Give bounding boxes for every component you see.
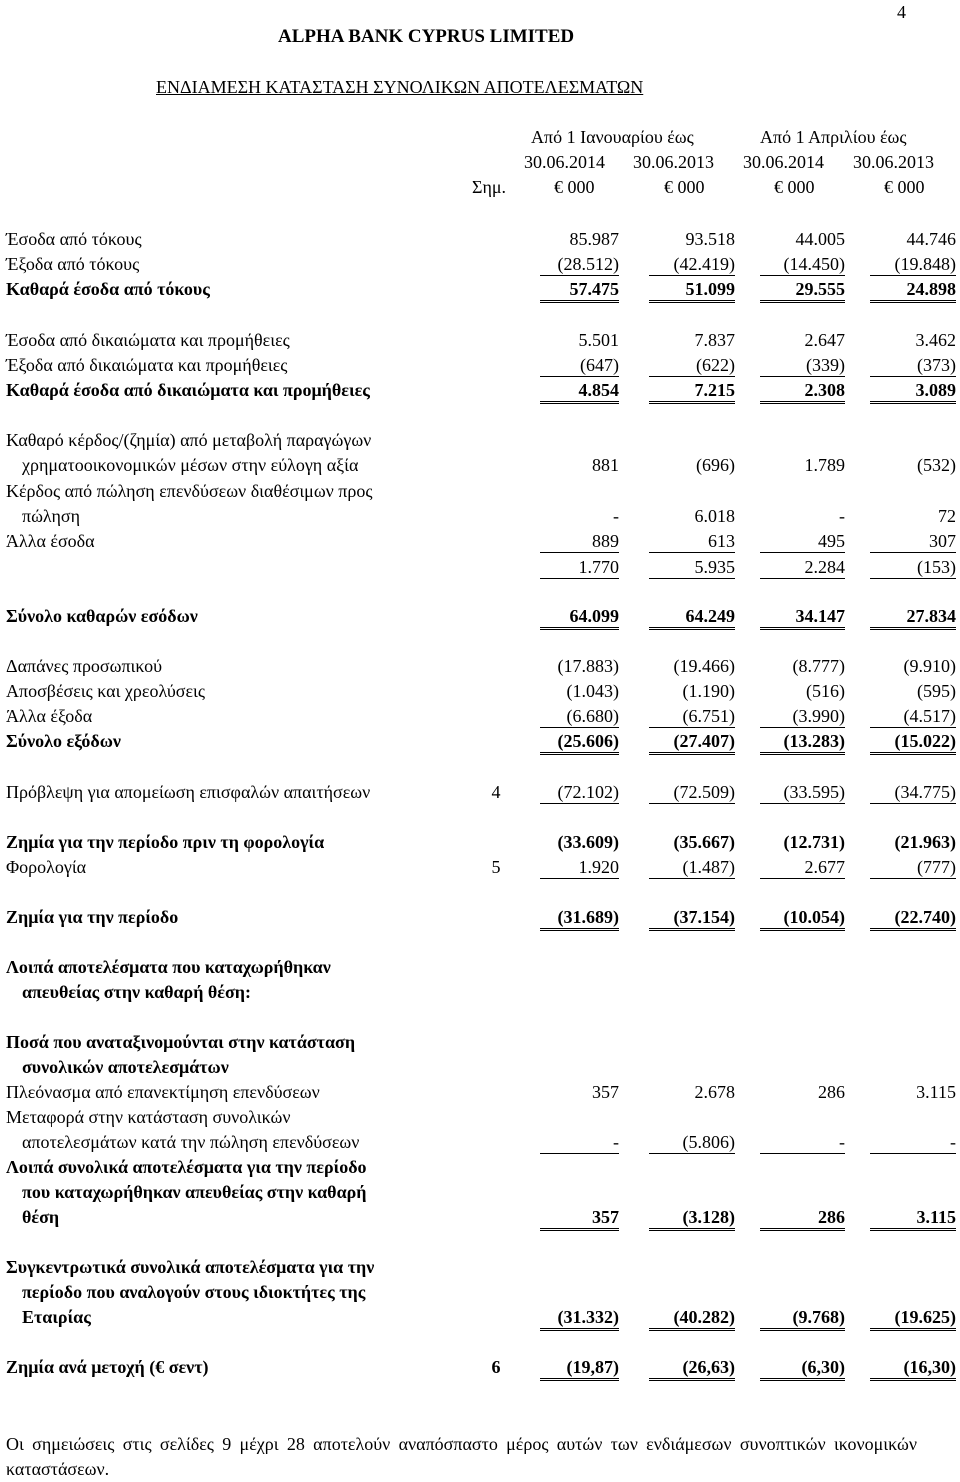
header-unit-1: € 000 [554, 177, 595, 197]
row-value-col2: 51.099 [649, 278, 735, 303]
header-unit-4: € 000 [884, 177, 925, 197]
row-value-col1: (6.680) [540, 705, 619, 728]
row-value-col4: (16,30) [870, 1356, 956, 1381]
table-row [0, 831, 960, 855]
table-row [0, 228, 960, 252]
row-label: Πρόβλεψη για απομείωση επισφαλών απαιτήσεων [6, 782, 371, 802]
row-note: 5 [491, 857, 501, 877]
row-value-col2: 64.249 [649, 605, 735, 630]
row-value-col3: (9.768) [760, 1306, 845, 1331]
row-value-col4: (19.848) [870, 253, 956, 276]
row-value-col4: 72 [938, 506, 956, 526]
table-row [0, 781, 960, 805]
header-date-3: 30.06.2014 [743, 152, 824, 172]
row-label: Ζημία για την περίοδο [6, 907, 179, 927]
header-period-jan: Από 1 Ιανουαρίου έως [531, 127, 694, 147]
row-value-col4: (373) [870, 354, 956, 377]
row-label: Έσοδα από δικαιώματα και προμήθειες [6, 330, 290, 350]
row-value-col4: (777) [870, 856, 956, 879]
table-row [0, 856, 960, 880]
table-row [0, 354, 960, 378]
row-value-col3: 495 [760, 530, 845, 553]
statement-title: ΕΝΔΙΑΜΕΣΗ ΚΑΤΑΣΤΑΣΗ ΣΥΝΟΛΙΚΩΝ ΑΠΟΤΕΛΕΣΜΑΤΩΝ [156, 77, 644, 97]
row-value-col3: 2.284 [760, 556, 845, 579]
row-label: αποτελεσμάτων κατά την πώληση επενδύσεων [22, 1132, 360, 1152]
row-label: Έξοδα από δικαιώματα και προμήθειες [6, 355, 288, 375]
row-value-col2: (5.806) [649, 1131, 735, 1154]
row-value-col3: 2.308 [760, 379, 845, 404]
row-value-col2: (696) [696, 455, 735, 475]
header-date-2: 30.06.2013 [633, 152, 714, 172]
row-value-col4: 3.115 [870, 1206, 956, 1231]
row-label: Ποσά που αναταξινομούνται στην κατάσταση [6, 1032, 356, 1052]
table-row [0, 278, 960, 302]
row-label: Ζημία για την περίοδο πριν τη φορολογία [6, 832, 325, 852]
row-value-col4: (9.910) [903, 656, 956, 676]
row-value-col2: 6.018 [694, 506, 735, 526]
row-value-col1: - [613, 506, 619, 526]
row-value-col3: 286 [818, 1082, 845, 1102]
table-row [0, 705, 960, 729]
row-value-col1: (647) [540, 354, 619, 377]
table-row [0, 680, 960, 704]
row-label: που καταχωρήθηκαν απευθείας στην καθαρή [22, 1182, 367, 1202]
row-value-col1: 5.501 [578, 330, 619, 350]
row-value-col1: 1.920 [540, 856, 619, 879]
row-value-col3: (8.777) [792, 656, 845, 676]
row-label: Μεταφορά στην κατάσταση συνολικών [6, 1107, 291, 1127]
header-note-label: Σημ. [472, 177, 507, 197]
table-row [0, 505, 960, 529]
row-value-col4: 3.115 [916, 1082, 956, 1102]
row-value-col4: 24.898 [870, 278, 956, 303]
row-value-col3: (10.054) [760, 906, 845, 931]
table-row [0, 1031, 960, 1055]
row-value-col3: - [839, 506, 845, 526]
row-label: Καθαρό κέρδος/(ζημία) από μεταβολή παραγώγων [6, 430, 372, 450]
row-value-col4: (21.963) [894, 832, 956, 852]
row-value-col2: 7.837 [694, 330, 735, 350]
row-value-col4: (532) [917, 455, 956, 475]
row-value-col3: (33.595) [760, 781, 845, 804]
row-value-col1: 357 [540, 1206, 619, 1231]
row-value-col4: 3.089 [870, 379, 956, 404]
row-label: Άλλα έσοδα [6, 531, 95, 551]
row-value-col3: 29.555 [760, 278, 845, 303]
row-value-col2: (6.751) [649, 705, 735, 728]
row-value-col4: - [870, 1131, 956, 1154]
row-note: 4 [491, 782, 501, 802]
table-row [0, 329, 960, 353]
row-value-col3: (6,30) [760, 1356, 845, 1381]
row-value-col3: 34.147 [760, 605, 845, 630]
row-value-col1: (31.332) [540, 1306, 619, 1331]
table-row [0, 1206, 960, 1230]
row-label: συνολικών αποτελεσμάτων [22, 1057, 229, 1077]
row-label: Πλεόνασμα από επανεκτίμηση επενδύσεων [6, 1082, 320, 1102]
row-label: Σύνολο εξόδων [6, 731, 121, 751]
row-value-col1: (1.043) [566, 681, 619, 701]
table-row [0, 1056, 960, 1080]
row-label: Δαπάνες προσωπικού [6, 656, 162, 676]
row-value-col2: (1.190) [682, 681, 735, 701]
row-value-col3: (516) [806, 681, 845, 701]
row-value-col3: - [760, 1131, 845, 1154]
table-row [0, 1181, 960, 1205]
row-value-col1: (17.883) [557, 656, 619, 676]
row-label: απευθείας στην καθαρή θέση: [22, 982, 252, 1002]
row-value-col1: 4.854 [540, 379, 619, 404]
row-value-col1: (28.512) [540, 253, 619, 276]
row-value-col2: (72.509) [649, 781, 735, 804]
row-value-col3: (3.990) [760, 705, 845, 728]
row-value-col3: (14.450) [760, 253, 845, 276]
row-value-col4: 27.834 [870, 605, 956, 630]
row-value-col2: (42.419) [649, 253, 735, 276]
table-row [0, 730, 960, 754]
row-value-col2: (35.667) [673, 832, 735, 852]
row-value-col4: (19.625) [870, 1306, 956, 1331]
table-row [0, 1106, 960, 1130]
row-value-col3: 44.005 [795, 229, 845, 249]
row-value-col1: (19,87) [540, 1356, 619, 1381]
header-unit-3: € 000 [774, 177, 815, 197]
table-row [0, 1306, 960, 1330]
row-value-col2: (37.154) [649, 906, 735, 931]
table-row [0, 1131, 960, 1155]
row-value-col1: (31.689) [540, 906, 619, 931]
table-row [0, 655, 960, 679]
row-value-col1: 889 [540, 530, 619, 553]
table-row [0, 1256, 960, 1280]
row-value-col2: (26,63) [649, 1356, 735, 1381]
row-value-col3: 2.677 [760, 856, 845, 879]
row-label: πώληση [22, 506, 81, 526]
row-label: Κέρδος από πώληση επενδύσεων διαθέσιμων προς [6, 481, 373, 501]
row-value-col1: 57.475 [540, 278, 619, 303]
row-label: Καθαρά έσοδα από δικαιώματα και προμήθειες [6, 380, 370, 400]
row-value-col3: (13.283) [760, 730, 845, 755]
row-label: Λοιπά αποτελέσματα που καταχωρήθηκαν [6, 957, 331, 977]
table-row [0, 605, 960, 629]
header-date-1: 30.06.2014 [524, 152, 605, 172]
row-label: Φορολογία [6, 857, 87, 877]
row-value-col3: 2.647 [804, 330, 845, 350]
table-row [0, 906, 960, 930]
row-label: περίοδο που αναλογούν στους ιδιοκτήτες της [22, 1282, 366, 1302]
row-value-col4: 3.462 [915, 330, 956, 350]
row-value-col2: 93.518 [685, 229, 735, 249]
row-value-col3: (12.731) [783, 832, 845, 852]
row-value-col2: (40.282) [649, 1306, 735, 1331]
row-label: Έσοδα από τόκους [6, 229, 142, 249]
row-label: Σύνολο καθαρών εσόδων [6, 606, 198, 626]
header-period-apr: Από 1 Απριλίου έως [760, 127, 907, 147]
row-value-col1: (33.609) [557, 832, 619, 852]
row-value-col1: 85.987 [569, 229, 619, 249]
row-value-col3: 1.789 [804, 455, 845, 475]
row-label: χρηματοοικονομικών μέσων στην εύλογη αξία [22, 455, 359, 475]
row-label: Έξοδα από τόκους [6, 254, 140, 274]
table-row [0, 379, 960, 403]
table-row [0, 480, 960, 504]
row-value-col2: 5.935 [649, 556, 735, 579]
row-label: Εταιρίας [22, 1307, 91, 1327]
row-value-col1: (25.606) [540, 730, 619, 755]
row-value-col1: 357 [592, 1082, 619, 1102]
table-row [0, 1156, 960, 1180]
company-name: ALPHA BANK CYPRUS LIMITED [278, 26, 575, 47]
row-value-col4: 44.746 [906, 229, 956, 249]
page-number: 4 [897, 2, 906, 22]
row-value-col2: (27.407) [649, 730, 735, 755]
row-label: Συγκεντρωτικά συνολικά αποτελέσματα για την [6, 1257, 375, 1277]
row-value-col2: (19.466) [673, 656, 735, 676]
row-value-col4: (4.517) [870, 705, 956, 728]
table-row [0, 1081, 960, 1105]
row-value-col1: (72.102) [540, 781, 619, 804]
row-value-col3: 286 [760, 1206, 845, 1231]
table-row [0, 956, 960, 980]
row-label: Λοιπά συνολικά αποτελέσματα για την περίοδο [6, 1157, 367, 1177]
table-row [0, 429, 960, 453]
table-row [0, 1356, 960, 1380]
table-row [0, 1281, 960, 1305]
row-value-col4: (34.775) [870, 781, 956, 804]
row-value-col1: 64.099 [540, 605, 619, 630]
row-value-col4: 307 [870, 530, 956, 553]
row-value-col1: 881 [592, 455, 619, 475]
row-value-col4: (153) [870, 556, 956, 579]
row-value-col3: (339) [760, 354, 845, 377]
row-label: Άλλα έξοδα [6, 706, 93, 726]
row-value-col4: (15.022) [870, 730, 956, 755]
row-value-col2: (1.487) [649, 856, 735, 879]
table-row [0, 253, 960, 277]
table-row [0, 981, 960, 1005]
header-date-4: 30.06.2013 [853, 152, 934, 172]
row-value-col2: (622) [649, 354, 735, 377]
table-row [0, 454, 960, 478]
row-value-col2: 2.678 [694, 1082, 735, 1102]
row-value-col4: (595) [917, 681, 956, 701]
table-row [0, 556, 960, 580]
table-row [0, 530, 960, 554]
footer-note: Οι σημειώσεις στις σελίδες 9 μέχρι 28 αποτελούν αναπόσπαστο μέρος αυτών των ενδιάμεσων συνοπτικών ικονομικών καταστάσεων. [6, 1434, 917, 1479]
row-value-col2: 613 [649, 530, 735, 553]
row-label: Αποσβέσεις και χρεολύσεις [6, 681, 206, 701]
header-unit-2: € 000 [664, 177, 705, 197]
row-value-col1: - [540, 1131, 619, 1154]
row-value-col2: 7.215 [649, 379, 735, 404]
row-value-col1: 1.770 [540, 556, 619, 579]
row-note: 6 [491, 1357, 501, 1377]
row-value-col4: (22.740) [870, 906, 956, 931]
row-label: θέση [22, 1207, 60, 1227]
row-value-col2: (3.128) [649, 1206, 735, 1231]
row-label: Ζημία ανά μετοχή (€ σεντ) [6, 1357, 209, 1377]
row-label: Καθαρά έσοδα από τόκους [6, 279, 210, 299]
